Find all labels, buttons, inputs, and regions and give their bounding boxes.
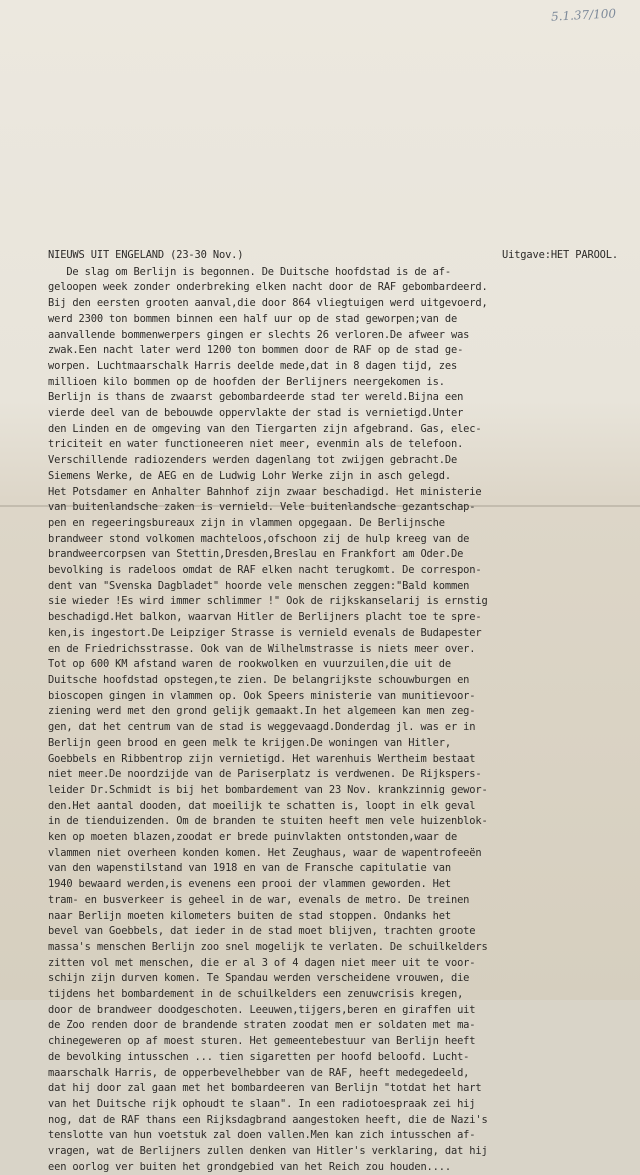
text-line: Het Potsdamer en Anhalter Bahnhof zijn zwaar beschadigd. Het ministerie: [48, 485, 482, 498]
text-line: van buitenlandsche zaken is vernield. Vele buitenlandsche gezantschap-: [48, 501, 476, 514]
text-line: de Zoo renden door de brandende straten zoodat men er soldaten met ma-: [48, 1019, 476, 1032]
text-line: vlammen niet overheen konden komen. Het Zeughaus, waar de wapentrofeeën: [48, 846, 482, 859]
bulletin-publisher: Uitgave:HET PAROOL.: [501, 249, 618, 261]
text-line: in de tienduizenden. Om de branden te stuiten heeft men vele huizenblok-: [48, 815, 488, 828]
text-line: 1940 bewaard werden,is evenens een prooi der vlammen geworden. Het: [48, 878, 451, 891]
text-line: tijdens het bombardement in de schuilkelders een zenuwcrisis kregen,: [48, 988, 464, 1001]
text-line: geloopen week zonder onderbreking elken nacht door de RAF gebombardeerd.: [48, 281, 488, 294]
text-line: Berlijn geen brood en geen melk te krijgen.De woningen van Hitler,: [48, 736, 451, 749]
text-line: massa's menschen Berlijn zoo snel mogelijk te verlaten. De schuilkelders: [48, 940, 488, 953]
text-line: den Linden en de omgeving van den Tiergarten zijn afgebrand. Gas, elec-: [48, 422, 482, 435]
text-line: vierde deel van de bebouwde oppervlakte der stad is vernietigd.Unter: [48, 407, 464, 420]
text-line: en de Friedrichsstrasse. Ook van de Wilhelmstrasse is niets meer over.: [48, 642, 476, 655]
text-line: Tot op 600 KM afstand waren de rookwolken en vuurzuilen,die uit de: [48, 658, 451, 671]
news-bulletin: [48, 248, 618, 1175]
text-line: tram- en busverkeer is geheel in de war, evenals de metro. De treinen: [48, 893, 470, 906]
text-line: niet meer.De noordzijde van de Pariserplatz is verdwenen. De Rijkspers-: [48, 768, 482, 781]
text-line: tenslotte van hun voetstuk zal doen vallen.Men kan zich intusschen af-: [48, 1129, 476, 1142]
text-line: Duitsche hoofdstad opstegen,te zien. De belangrijkste schouwburgen en: [48, 673, 470, 686]
text-line: beschadigd.Het balkon, waarvan Hitler de Berlijners placht toe te spre-: [48, 611, 482, 624]
text-line: vragen, wat de Berlijners zullen denken van Hitler's verklaring, dat hij: [48, 1145, 488, 1158]
text-line: Verschillende radiozenders werden dagenlang tot zwijgen gebracht.De: [48, 454, 458, 467]
text-line: van den wapenstilstand van 1918 en van de Fransche capitulatie van: [48, 862, 451, 875]
text-line: nog, dat de RAF thans een Rijksdagbrand aangestoken heeft, die de Nazi's: [48, 1113, 488, 1126]
text-line: aanvallende bommenwerpers gingen er slechts 26 verloren.De afweer was: [48, 328, 470, 341]
bulletin-header: [48, 248, 618, 264]
text-line: brandweer stond volkomen machteloos,ofschoon zij de hulp kreeg van de: [48, 532, 470, 545]
text-line: bioscopen gingen in vlammen op. Ook Speers ministerie van munitievoor-: [48, 689, 476, 702]
text-line: door de brandweer doodgeschoten. Leeuwen,tijgers,beren en giraffen uit: [48, 1003, 476, 1016]
text-line: millioen kilo bommen op de hoofden der Berlijners neergekomen is.: [48, 375, 445, 388]
text-line: gen, dat het centrum van de stad is weggevaagd.Donderdag jl. was er in: [48, 721, 476, 734]
text-line: Goebbels en Ribbentrop zijn vernietigd. Het warenhuis Wertheim bestaat: [48, 752, 476, 765]
text-line: Berlijn is thans de zwaarst gebombardeerde stad ter wereld.Bijna een: [48, 391, 464, 404]
text-line: worpen. Luchtmaarschalk Harris deelde mede,dat in 8 dagen tijd, zes: [48, 359, 458, 372]
text-line: De slag om Berlijn is begonnen. De Duitsche hoofdstad is de af-: [48, 265, 451, 278]
text-line: maarschalk Harris, de opperbevelhebber van de RAF, heeft medegedeeld,: [48, 1066, 470, 1079]
archive-note: 5.1.37/100: [550, 6, 617, 24]
text-line: dent van "Svenska Dagbladet" hoorde vele menschen zeggen:"Bald kommen: [48, 579, 470, 592]
text-line: chinegeweren op af moest sturen. Het gemeentebestuur van Berlijn heeft: [48, 1035, 476, 1048]
text-line: ken,is ingestort.De Leipziger Strasse is vernield evenals de Budapester: [48, 626, 482, 639]
text-line: sie wieder !Es wird immer schlimmer !" Ook de rijkskanselarij is ernstig: [48, 595, 488, 608]
text-line: Bij den eersten grooten aanval,die door 864 vliegtuigen werd uitgevoerd,: [48, 297, 488, 310]
text-line: triciteit en water functioneeren niet meer, evenmin als de telefoon.: [48, 438, 464, 451]
text-line: van het Duitsche rijk ophoudt te slaan". In een radiotoespraak zei hij: [48, 1097, 476, 1110]
text-line: de bevolking intusschen ... tien sigaretten per hoofd beloofd. Lucht-: [48, 1050, 470, 1063]
text-line: dat hij door zal gaan met het bombardeeren van Berlijn "totdat het hart: [48, 1082, 482, 1095]
text-line: pen en regeeringsbureaux zijn in vlammen opgegaan. De Berlijnsche: [48, 516, 445, 529]
text-line: bevel van Goebbels, dat ieder in de stad moet blijven, trachten groote: [48, 925, 476, 938]
text-line: ken op moeten blazen,zoodat er brede puinvlakten ontstonden,waar de: [48, 831, 458, 844]
bulletin-body: [48, 265, 618, 1175]
text-line: werd 2300 ton bommen binnen een half uur op de stad geworpen;van de: [48, 312, 458, 325]
text-line: zwak.Een nacht later werd 1200 ton bommen door de RAF op de stad ge-: [48, 344, 464, 357]
text-line: den.Het aantal dooden, dat moeilijk te schatten is, loopt in elk geval: [48, 799, 476, 812]
text-line: bevolking is radeloos omdat de RAF elken nacht terugkomt. De correspon-: [48, 564, 482, 577]
text-line: leider Dr.Schmidt is bij het bombardement van 23 Nov. krankzinnig gewor-: [48, 783, 488, 796]
text-line: zitten vol met menschen, die er al 3 of 4 dagen niet meer uit te voor-: [48, 956, 476, 969]
bulletin-title: NIEUWS UIT ENGELAND (23-30 Nov.): [48, 249, 244, 261]
text-line: ziening werd met den grond gelijk gemaakt.In het algemeen kan men zeg-: [48, 705, 476, 718]
text-line: naar Berlijn moeten kilometers buiten de stad stoppen. Ondanks het: [48, 909, 451, 922]
text-line: schijn zijn durven komen. Te Spandau werden verscheidene vrouwen, die: [48, 972, 470, 985]
text-line: een oorlog ver buiten het grondgebied van het Reich zou houden....: [48, 1160, 451, 1173]
text-line: Siemens Werke, de AEG en de Ludwig Lohr Werke zijn in asch gelegd.: [48, 469, 451, 482]
text-line: brandweercorpsen van Stettin,Dresden,Breslau en Frankfort am Oder.De: [48, 548, 464, 561]
